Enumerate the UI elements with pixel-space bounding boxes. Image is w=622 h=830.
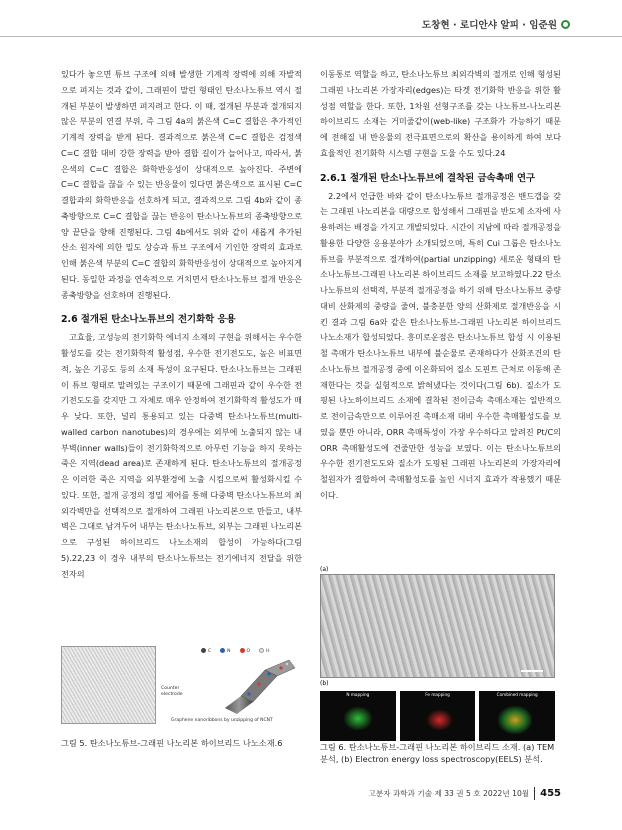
- right-paragraph-2: 2.2에서 언급한 바와 같이 탄소나노튜브 절개공정은 밴드갭을 갖는 그래핀 나노리본을 대량으로 합성해서 그래핀을 반도체 소자에 사용하려는 배경을 가지고 개발되었다. 시간이 지남에 따라 절개공정을 활용한 다양한 응용분야가 소개되었으며, 특히 Cui 그룹은 탄소나노튜브를 부분적으로 절개하여(partial unzipping) 새로운 형태의 탄소나노튜브-그래핀 나노리본 하이브리드 소재를 보고하였다.22 탄소나노튜브의 선택적, 부분적 절개공정을 하기 위해 탄소나노튜브 중량 대비 산화제의 중량을 줄여, 불충분한 양의 산화제로 절개반응을 시킨 결과 그림 6a와 같은 탄소나노튜브-그래핀 나노리본 하이브리드 나노소재가 합성되었다. 흥미로운점은 탄소나노튜브 합성 시 이용된 철 촉매가 탄소나노튜브 내부에 불순물로 존재하다가 산화조건의 탄소나노튜브 절개공정 중에 이온화되어 질소 도핀트 근처로 이동해 존재한다는 것을 실험적으로 밝혀냈다는 것이다(그림 6b). 질소가 도핑된 나노하이브리드 소재에 결착된 전이금속 촉매소재는 일반적으로 전이금속만으로 이루어진 촉매소재 대비 우수한 촉매활성도를 보였을 뿐만 아니라, ORR 촉매특성이 가장 우수하다고 알려진 Pt/C의 ORR 촉매활성도에 견줄만한 성능을 보였다. 이는 탄소나노튜브의 우수한 전기전도도와 질소가 도핑된 그래핀 나노리본의 가장자리에 철원자가 결합하여 촉매활성도를 높인 시너지 효과가 작용했기 때문이다.: [320, 190, 561, 500]
- figure-5-tem-image: [61, 646, 156, 724]
- figure-6-caption: 그림 6. 탄소나노튜브-그래핀 나노리본 하이브리드 소재. (a) TEM 분석, (b) Electron energy loss spectroscopy(EELS) 분석.: [320, 742, 555, 764]
- left-column: [61, 67, 302, 582]
- figure-6-panel-b-label: (b): [320, 680, 329, 687]
- combined-mapping-panel: [479, 691, 555, 741]
- figure-5-nanotube-model: [219, 658, 297, 714]
- figure-5-bottom-label: Graphene nanoribbons by unzipping of NCNT: [171, 718, 273, 723]
- legend-item-o: O: [240, 648, 251, 654]
- combined-mapping-title: Combined mapping: [496, 692, 538, 697]
- right-paragraph-1: 이동통로 역할을 하고, 탄소나노튜브 최외각벽의 절개로 인해 형성된 그래핀 나노리본 가장자리(edges)는 타겟 전기화학 반응을 위한 활성점 역할을 한다. 또한, 1차원 선형구조를 갖는 나노튜브-나노리본 하이브리드 소재는 거미줄같이(web-like) 구조화가 가능하기 때문에 전해질 내 반응물의 전극표면으로의 확산을 용이하게 하여 보다 효율적인 전기화학 시스템 구현을 도울 수도 있다.24: [320, 69, 561, 158]
- figure-5: [61, 646, 302, 724]
- footer-journal: 고분자 과학과 기술 제 33 권 5 호 2022년 10월: [368, 789, 530, 798]
- footer-separator: [534, 787, 535, 800]
- left-paragraph-2: 고효율, 고성능의 전기화학 에너지 소재의 구현을 위해서는 우수한 활성도를 갖는 전기화학적 활성점, 우수한 전기전도도, 높은 비표면적, 높은 기공도 등의 소재 특성이 요구된다. 탄소나노튜브는 그래핀이 튜브 형태로 말려있는 구조이기 때문에 그래핀과 같이 우수한 전기전도도를 갖지만 그 자체로 매우 안정하여 전기화학적 활성도가 매우 낮다. 또한, 널리 통용되고 있는 다중벽 탄소나노튜브(multi-walled carbon nanotubes)의 경우에는 외부에 노출되지 않는 내부벽(inner walls)들이 전기화학적으로 아무런 기능을 하지 못하는 죽은 지역(dead area)로 존재하게 된다. 탄소나노튜브의 절개공정은 이러한 죽은 지역을 외부환경에 노출 시킴으로써 활성화시킬 수 있다. 또한, 절개 공정의 정밀 제어를 통해 다중벽 탄소나노튜브의 최외각벽만을 선택적으로 절개하여 그래핀 나노리본으로 만들고, 내부벽은 그대로 남겨두어 내부는 탄소나노튜브, 외부는 그래핀 나노리본으로 구성된 하이브리드 나노소재의 합성이 가능하다(그림 5).22,23 이 경우 내부의 탄소나노튜브는 전기에너지 전달을 위한 전자의: [61, 332, 302, 579]
- figure-5-legend: [201, 648, 269, 654]
- header-authors: 도창현 · 로디안샤 알피 · 임준원: [421, 20, 557, 31]
- n-mapping-title: N mapping: [346, 692, 370, 697]
- page-header: [422, 17, 570, 31]
- scale-bar: [521, 670, 543, 672]
- figure-6: [320, 566, 555, 697]
- page-footer: [369, 787, 561, 800]
- legend-item-n: N: [220, 648, 230, 654]
- fe-mapping-title: Fe mapping: [425, 692, 450, 697]
- counter-electrode-label: Counter electrode: [161, 686, 183, 697]
- fe-mapping-panel: [400, 691, 476, 741]
- section-title-2-6-1: 2.6.1 절개된 탄소나노튜브에 결착된 금속촉매 연구: [320, 172, 536, 184]
- figure-6b-eels-maps: [320, 691, 555, 741]
- header-divider: [0, 36, 622, 37]
- right-column: [320, 67, 561, 504]
- figure-6a-tem-image: [320, 574, 555, 678]
- page-number: 455: [540, 788, 561, 799]
- figure-6-panel-a-label: (a): [320, 566, 329, 573]
- legend-item-h: H: [259, 648, 269, 654]
- header-circle-icon: [561, 20, 570, 29]
- figure-5-caption: 그림 5. 탄소나노튜브-그래핀 나노리본 하이브리드 나노소재.6: [61, 738, 283, 748]
- n-mapping-panel: [320, 691, 396, 741]
- left-paragraph-1: 있다가 놓으면 튜브 구조에 의해 발생한 기계적 장력에 의해 자발적으로 펴지는 것과 같이, 그래핀이 말린 형태인 탄소나노튜브 역시 절개된 부분이 발생하면 펴지려고 한다. 이 때, 절개된 부분과 절개되지 않은 부분의 연결 부위, 즉 그림 4a의 붉은색 C=C 결합은 추가적인 기계적 장력을 받게 된다. 결과적으로 붉은색 C=C 결합은 검정색 C=C 결합 대비 강한 장력을 받아 결합 길이가 늘어나고, 따라서, 붉은색의 C=C 결합은 화학반응성이 상대적으로 높아진다. 주변에 C=C 결합을 끊을 수 있는 반응물이 있다면 붉은색으로 표시된 C=C 결합과의 화학반응을 선호하게 되고, 결과적으로 그림 4b와 같이 종축방향으로 C=C 결합을 끊는 반응이 탄소나노튜브의 종축방향으로 양 끝단을 향해 진행된다. 그림 4b에서도 위와 같이 새롭게 추가된 산소 원자에 의한 밀도 상승과 튜브 구조에서 기인한 장력의 효과로 인해 붉은색 부분의 C=C 결합의 화학반응성이 상대적으로 높아지게 된다. 동일한 과정을 연속적으로 거치면서 탄소나노튜브 절개 반응은 종축방향을 선호하며 진행된다.: [61, 69, 302, 300]
- legend-item-c: C: [201, 648, 211, 654]
- section-title-2-6: 2.6 절개된 탄소나노튜브의 전기화학 응용: [61, 314, 236, 326]
